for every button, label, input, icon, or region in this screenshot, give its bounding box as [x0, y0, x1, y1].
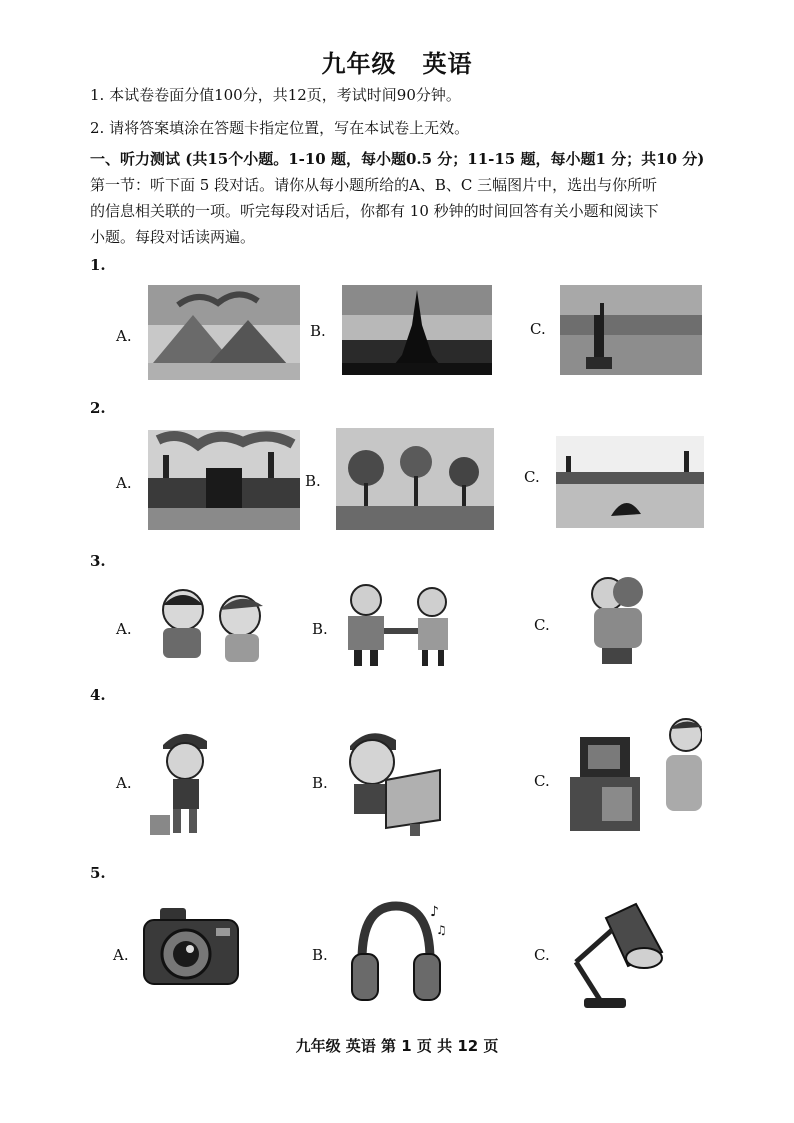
boy-watching-tv-picture	[566, 715, 702, 833]
svg-text:♪: ♪	[430, 904, 439, 920]
option-label-5a: A.	[113, 946, 129, 964]
title-subject: 英语	[422, 50, 473, 78]
instruction-note-2: 2. 请将答案填涂在答题卡指定位置，写在本试卷上无效。	[90, 119, 470, 137]
intro-line: 第一节：听下面 5 段对话。请你从每小题所给的A、B、C 三幅图片中，选出与你所听	[90, 176, 658, 194]
trees-landscape-picture	[336, 428, 494, 530]
option-label-3b: B.	[312, 620, 328, 638]
option-label-5b: B.	[312, 946, 328, 964]
bowing-boys-picture	[145, 580, 285, 665]
title-grade: 九年级	[321, 50, 397, 78]
page-title	[0, 44, 794, 79]
option-label-1c: C.	[530, 320, 546, 338]
question-number-1: 1.	[90, 256, 106, 274]
option-label-1a: A.	[116, 327, 132, 345]
option-label-2b: B.	[305, 472, 321, 490]
option-label-4a: A.	[116, 774, 132, 792]
question-number-3: 3.	[90, 552, 106, 570]
handshake-picture	[340, 582, 472, 668]
option-label-4c: C.	[534, 772, 550, 790]
boy-walking-picture	[145, 723, 220, 838]
intro-line: 小题。每段对话读两遍。	[90, 228, 256, 246]
factory-pollution-picture	[148, 430, 300, 530]
question-number-4: 4.	[90, 686, 106, 704]
intro-line: 的信息相关联的一项。听完每段对话后，你都有 10 秒钟的时间回答有关小题和阅读下	[90, 202, 659, 220]
option-label-2a: A.	[116, 474, 132, 492]
question-number-5: 5.	[90, 864, 106, 882]
option-label-2c: C.	[524, 468, 540, 486]
headphones-picture	[350, 898, 448, 1008]
option-label-3c: C.	[534, 616, 550, 634]
pyramids-picture	[148, 285, 300, 380]
desk-lamp-picture	[566, 896, 666, 1012]
option-label-5c: C.	[534, 946, 550, 964]
option-label-3a: A.	[116, 620, 132, 638]
boy-computer-picture	[340, 720, 452, 838]
page-footer: 九年级 英语 第 1 页 共 12 页	[295, 1037, 499, 1055]
polluted-river-picture	[556, 436, 704, 528]
section-intro	[90, 172, 710, 250]
instruction-note-1: 1. 本试卷卷面分值100分，共12页，考试时间90分钟。	[90, 86, 461, 104]
hugging-picture	[566, 574, 668, 666]
statue-of-liberty-picture	[560, 285, 702, 375]
question-number-2: 2.	[90, 399, 106, 417]
svg-text:♫: ♫	[436, 923, 447, 937]
eiffel-tower-picture	[342, 285, 492, 375]
section-heading: 一、听力测试 (共15个小题。1-10 题，每小题0.5 分；11-15 题，每小题1 分；共10 分)	[90, 150, 705, 168]
camera-picture	[140, 906, 242, 1002]
option-label-4b: B.	[312, 774, 328, 792]
option-label-1b: B.	[310, 322, 326, 340]
